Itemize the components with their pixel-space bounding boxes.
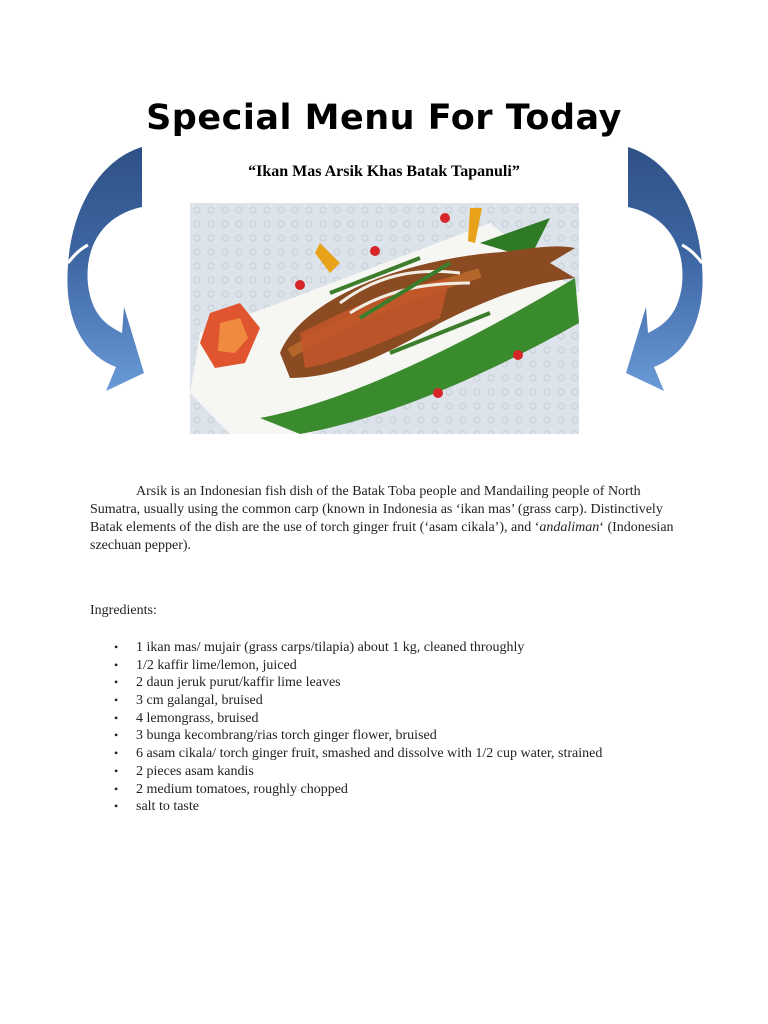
- ingredient-item: [90, 710, 690, 728]
- ingredients-list: [90, 639, 690, 816]
- ingredient-text: 2 pieces asam kandis: [136, 763, 254, 779]
- bullet-icon: •: [114, 728, 119, 743]
- ingredient-text: 1/2 kaffir lime/lemon, juiced: [136, 657, 297, 673]
- ingredient-text: 6 asam cikala/ torch ginger fruit, smashed and dissolve with 1/2 cup water, strained: [136, 746, 603, 762]
- ingredient-item: [90, 692, 690, 710]
- description-text: Arsik is an Indonesian fish dish of the Batak Toba people and Mandailing people of North Sumatra, usually using the common carp (known in Indonesia as ‘ikan mas’ (grass carp). Distinctively Batak elements of the dish are the use of torch ginger fruit (‘asam cikala’), and ‘: [90, 484, 663, 535]
- ingredient-item: [90, 674, 690, 692]
- bullet-icon: •: [114, 746, 119, 761]
- ingredients-heading: Ingredients:: [90, 603, 157, 618]
- dish-description: [90, 483, 680, 555]
- bullet-icon: •: [114, 781, 119, 796]
- ingredient-text: 1 ikan mas/ mujair (grass carps/tilapia) about 1 kg, cleaned throughly: [136, 640, 525, 655]
- description-italic-term: andaliman: [539, 520, 600, 535]
- ingredient-text: 3 cm galangal, bruised: [136, 693, 263, 709]
- ingredient-text: 2 medium tomatoes, roughly chopped: [136, 781, 348, 797]
- bullet-icon: •: [114, 675, 119, 690]
- curved-arrow-left-icon: [66, 145, 146, 395]
- ingredient-text: 4 lemongrass, bruised: [136, 710, 259, 726]
- bullet-icon: •: [114, 657, 119, 672]
- ingredient-text: salt to taste: [136, 799, 199, 815]
- ingredient-item: [90, 798, 690, 816]
- grilled-fish-dish-photo: [190, 203, 579, 434]
- ingredient-text: 2 daun jeruk purut/kaffir lime leaves: [136, 675, 341, 691]
- ingredient-item: [90, 745, 690, 763]
- bullet-icon: •: [114, 763, 119, 778]
- bullet-icon: •: [114, 799, 119, 814]
- ingredient-item: [90, 657, 690, 675]
- ingredient-item: [90, 763, 690, 781]
- page-title: Special Menu For Today: [146, 98, 622, 138]
- description-text-end: ‘ (Indonesian szechuan pepper).: [90, 520, 674, 553]
- curved-arrow-right-icon: [624, 145, 704, 395]
- ingredient-item: [90, 781, 690, 799]
- ingredient-item: [90, 727, 690, 745]
- ingredient-item: [90, 639, 690, 657]
- dish-name: “Ikan Mas Arsik Khas Batak Tapanuli”: [248, 163, 520, 180]
- ingredient-text: 3 bunga kecombrang/rias torch ginger flower, bruised: [136, 728, 437, 744]
- bullet-icon: •: [114, 640, 119, 654]
- bullet-icon: •: [114, 693, 119, 708]
- bullet-icon: •: [114, 710, 119, 725]
